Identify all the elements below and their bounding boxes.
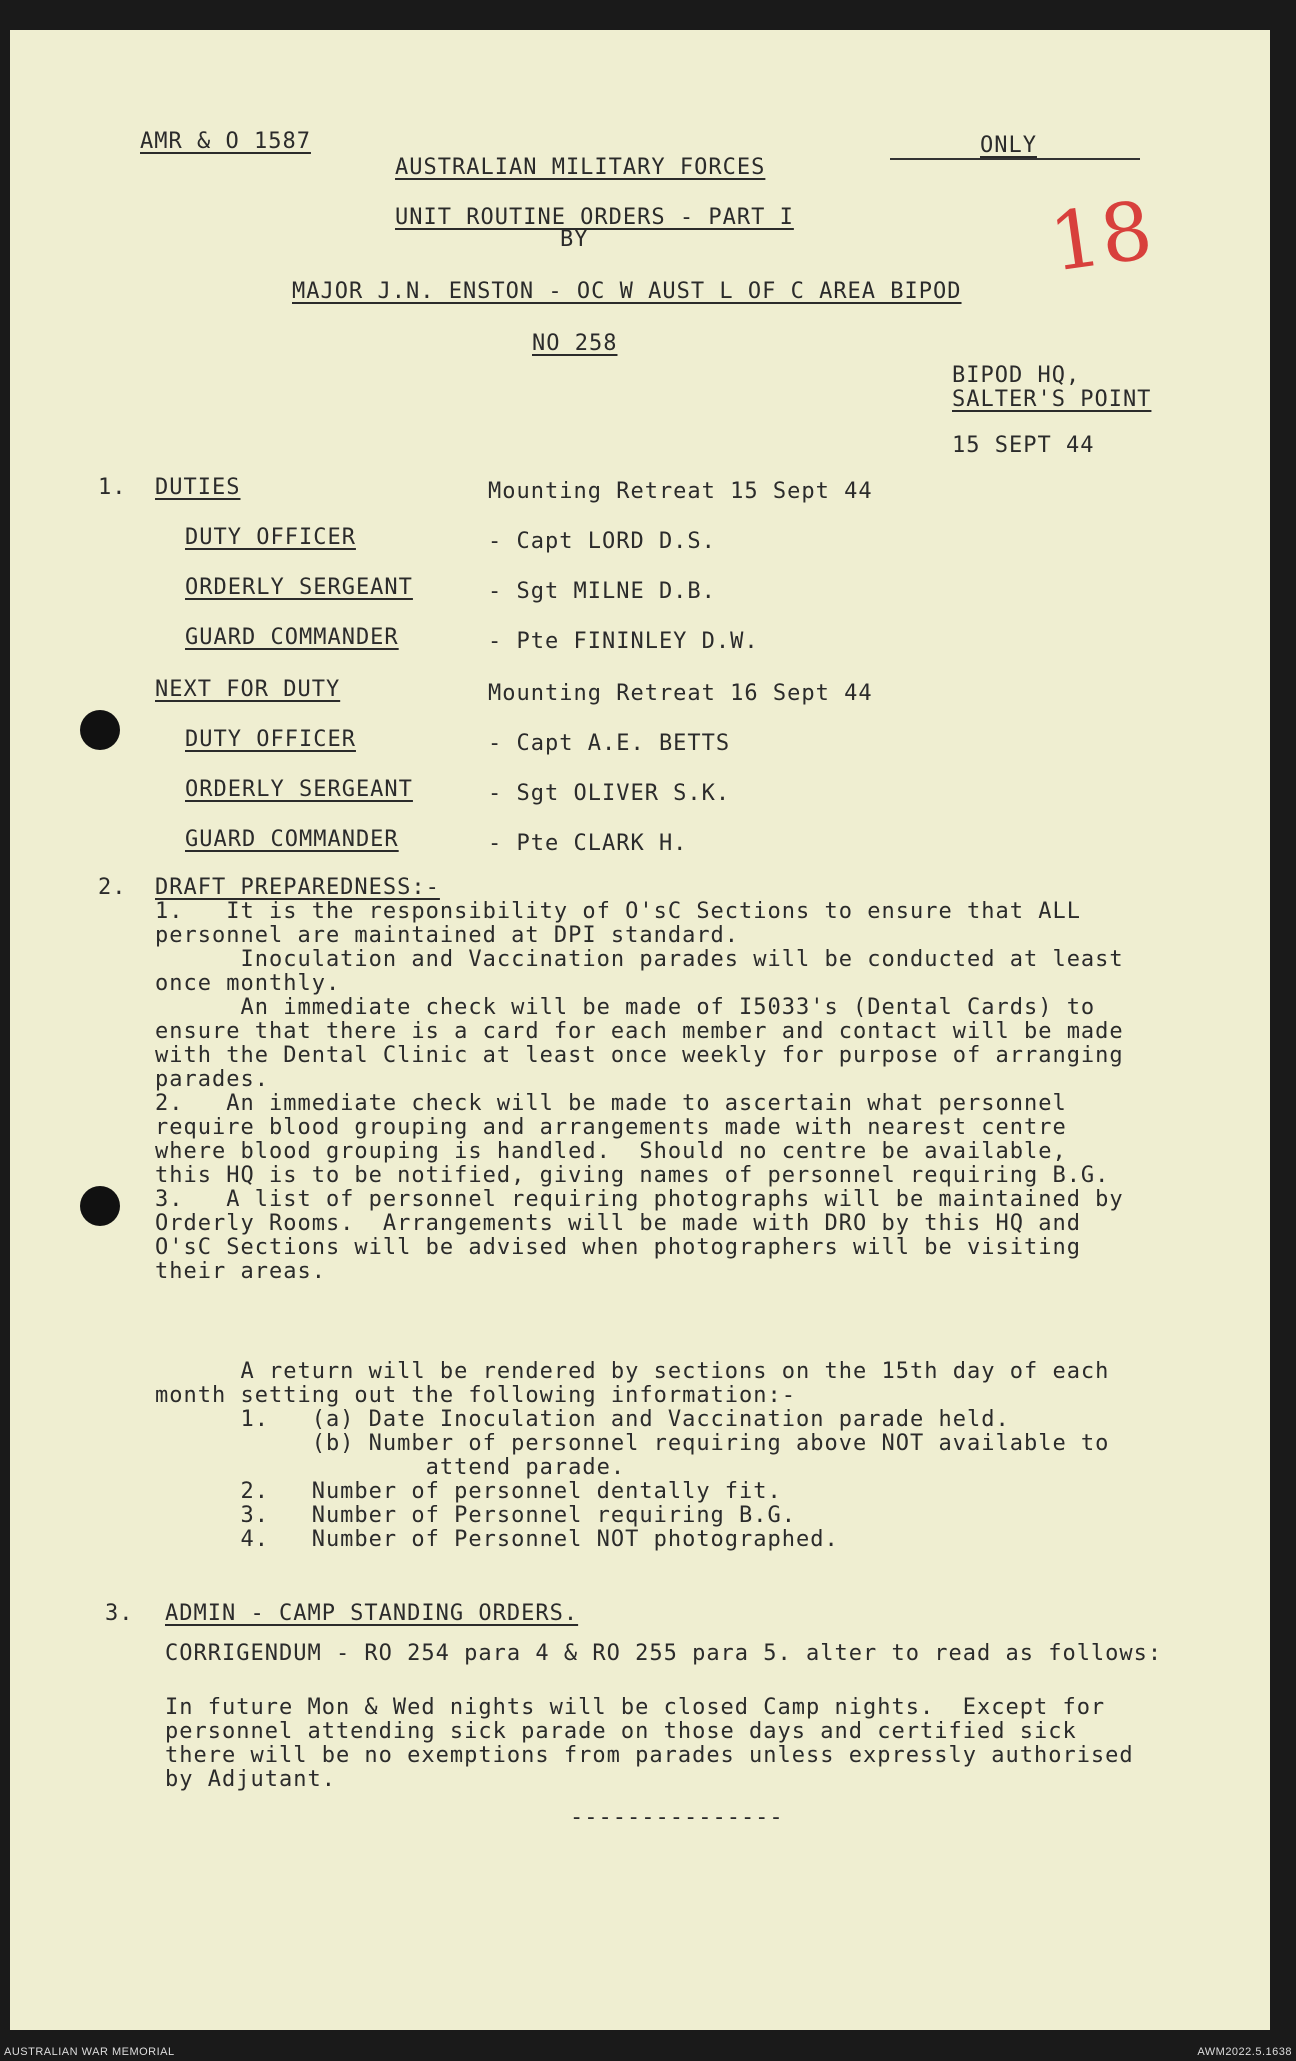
next-for-duty-heading: NEXT FOR DUTY bbox=[155, 677, 341, 702]
footer-archive-name: AUSTRALIAN WAR MEMORIAL bbox=[4, 2046, 175, 2058]
security-rule bbox=[890, 158, 1140, 160]
next-duty-name: - Pte CLARK H. bbox=[488, 831, 688, 856]
camp-orders-body: In future Mon & Wed nights will be closed Camp nights. Except for personnel attending sick parade on those days and certified sick there will be no exemptions from parades unless expressly authorised by Adjutant. bbox=[165, 1695, 1134, 1792]
location-line-1: BIPOD HQ, bbox=[952, 363, 1081, 388]
section-2-number: 2. bbox=[98, 875, 127, 900]
next-duty-role: DUTY OFFICER bbox=[185, 727, 356, 752]
location-line-2: SALTER'S POINT bbox=[952, 387, 1152, 412]
mounting-retreat: Mounting Retreat 15 Sept 44 bbox=[488, 479, 873, 504]
duty-role: ORDERLY SERGEANT bbox=[185, 575, 413, 600]
next-duty-name: - Capt A.E. BETTS bbox=[488, 731, 731, 756]
duty-name: - Capt LORD D.S. bbox=[488, 529, 716, 554]
duty-role: GUARD COMMANDER bbox=[185, 625, 399, 650]
reference-number: AMR & O 1587 bbox=[140, 129, 311, 154]
duty-name: - Pte FININLEY D.W. bbox=[488, 629, 759, 654]
monthly-return-body: A return will be rendered by sections on the 15th day of each month setting out the following information:- 1. (a) Date Inoculation and Vaccination parade held. (b) Number of personnel requiring above NOT available to attend parade. 2. Number of personnel dentally fit. 3. Number of Personnel requiring B.G. 4. Number of Personnel NOT photographed. bbox=[155, 1359, 1110, 1552]
section-2-heading: DRAFT PREPAREDNESS:- bbox=[155, 875, 440, 900]
document-title: AUSTRALIAN MILITARY FORCES bbox=[395, 155, 766, 180]
closing-rule: --------------- bbox=[570, 1805, 784, 1830]
document-subtitle: UNIT ROUTINE ORDERS - PART I bbox=[395, 205, 794, 230]
document-page bbox=[10, 30, 1270, 2030]
section-3-number: 3. bbox=[105, 1601, 134, 1626]
by-line: BY bbox=[560, 227, 589, 252]
next-duty-name: - Sgt OLIVER S.K. bbox=[488, 781, 731, 806]
section-1-number: 1. bbox=[98, 475, 127, 500]
next-duty-role: ORDERLY SERGEANT bbox=[185, 777, 413, 802]
draft-preparedness-body: 1. It is the responsibility of O'sC Sections to ensure that ALL personnel are maintained at DPI standard. Inoculation and Vaccination parades will be conducted at least once monthly. An immediate check will be made of I5033's (Dental Cards) to ensure that there is a card for each member and contact will be made with the Dental Clinic at least once weekly for purpose of arranging parades. 2. An immediate check will be made to ascertain what personnel require blood grouping and arrangements made with nearest centre where blood grouping is handled. Should no centre be available, this HQ is to be notified, giving names of personnel requiring B.G. 3. A list of personnel requiring photographs will be maintained by Orderly Rooms. Arrangements will be made with DRO by this HQ and O'sC Sections will be advised when photographers will be visiting their areas. bbox=[155, 899, 1124, 1284]
issuing-officer: MAJOR J.N. ENSTON - OC W AUST L OF C AREA BIPOD bbox=[292, 279, 962, 304]
security-marking: ONLY bbox=[980, 133, 1037, 158]
order-number: NO 258 bbox=[532, 331, 618, 356]
punch-hole-top bbox=[80, 710, 120, 750]
corrigendum-line: CORRIGENDUM - RO 254 para 4 & RO 255 para 5. alter to read as follows: bbox=[165, 1641, 1163, 1666]
section-3-heading: ADMIN - CAMP STANDING ORDERS. bbox=[165, 1601, 579, 1626]
footer-accession-number: AWM2022.5.1638 bbox=[1197, 2046, 1292, 2058]
next-mounting-retreat: Mounting Retreat 16 Sept 44 bbox=[488, 681, 873, 706]
next-duty-role: GUARD COMMANDER bbox=[185, 827, 399, 852]
duty-name: - Sgt MILNE D.B. bbox=[488, 579, 716, 604]
handwritten-annotation: 18 bbox=[1044, 183, 1158, 290]
punch-hole-bottom bbox=[80, 1186, 120, 1226]
duty-role: DUTY OFFICER bbox=[185, 525, 356, 550]
order-date: 15 SEPT 44 bbox=[952, 433, 1095, 458]
section-1-heading: DUTIES bbox=[155, 475, 241, 500]
